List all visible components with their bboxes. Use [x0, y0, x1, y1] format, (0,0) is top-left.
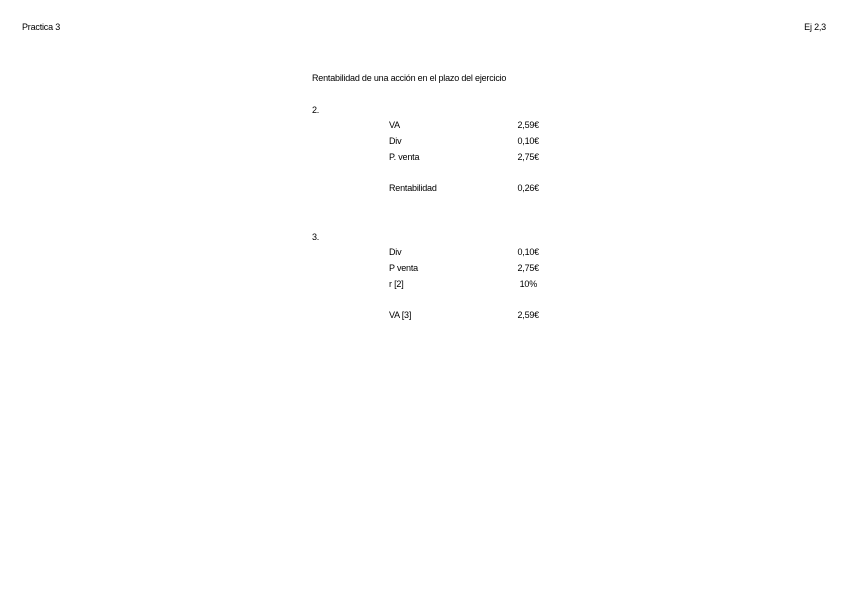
row-value: 10%: [519, 279, 537, 289]
row-label: Rentabilidad: [389, 183, 437, 193]
row-label: P venta: [389, 263, 418, 273]
row-label: r [2]: [389, 279, 404, 289]
row-va: [389, 310, 539, 322]
row-div: [389, 136, 539, 148]
row-value: 0,26€: [517, 183, 539, 193]
row-label: Div: [389, 136, 402, 146]
row-va: [389, 120, 539, 132]
row-value: 0,10€: [517, 136, 539, 146]
row-label: VA: [389, 120, 400, 130]
row-p-venta: [389, 263, 539, 275]
row-div: [389, 247, 539, 259]
section-number: 3.: [312, 232, 320, 242]
row-p-venta: [389, 152, 539, 164]
row-r: [389, 279, 539, 291]
row-value: 0,10€: [517, 247, 539, 257]
row-label: VA [3]: [389, 310, 412, 320]
row-rentabilidad: [389, 183, 539, 195]
row-value: 2,59€: [517, 120, 539, 130]
row-value: 2,75€: [517, 263, 539, 273]
header-left: Practica 3: [22, 22, 61, 32]
row-label: P. venta: [389, 152, 420, 162]
section-number: 2.: [312, 105, 320, 115]
row-value: 2,59€: [517, 310, 539, 320]
row-label: Div: [389, 247, 402, 257]
row-value: 2,75€: [517, 152, 539, 162]
header-right: Ej 2,3: [804, 22, 826, 32]
page-title: Rentabilidad de una acción en el plazo del ejercicio: [312, 73, 507, 83]
